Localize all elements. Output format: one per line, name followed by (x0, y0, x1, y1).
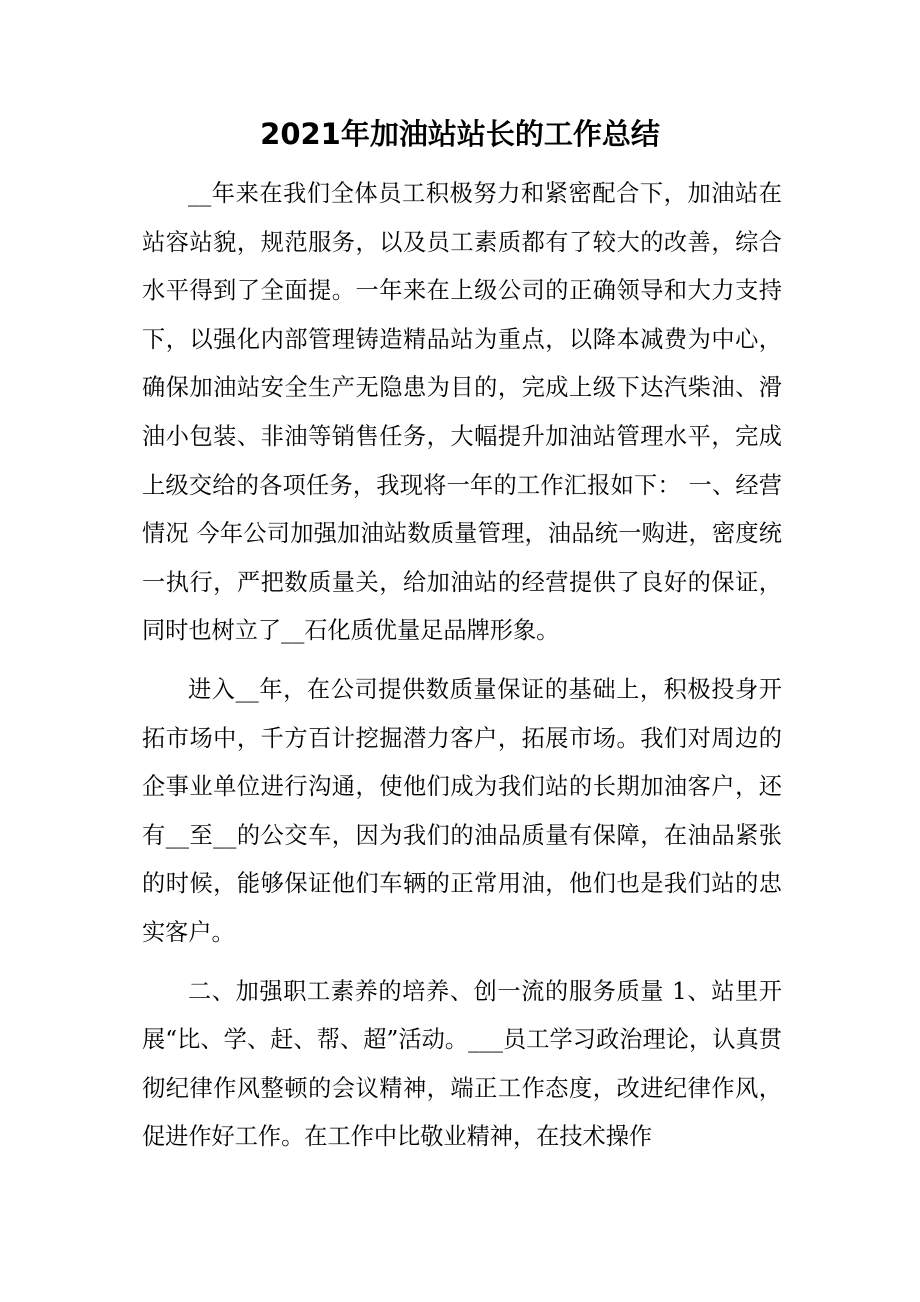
paragraph-3: 二、加强职工素养的培养、创一流的服务质量 1、站里开展“比、学、赶、帮、超”活动。___员工学习政治理论，认真贯彻纪律作风整顿的会议精神，端正工作态度，改进纪律作风，促进作好工作。在工作中比敬业精神，在技术操作 (142, 977, 782, 1151)
document-title: 2021年加油站站长的工作总结 (260, 117, 660, 151)
paragraph-2: 进入__年，在公司提供数质量保证的基础上，积极投身开拓市场中，千方百计挖掘潜力客户，拓展市场。我们对周边的企事业单位进行沟通，使他们成为我们站的长期加油客户，还有__至__的公交车，因为我们的油品质量有保障，在油品紧张的时候，能够保证他们车辆的正常用油，他们也是我们站的忠实客户。 (142, 675, 782, 946)
paragraph-1: __年来在我们全体员工积极努力和紧密配合下，加油站在站容站貌，规范服务，以及员工素质都有了较大的改善，综合水平得到了全面提。一年来在上级公司的正确领导和大力支持下，以强化内部管理铸造精品站为重点，以降本减费为中心，确保加油站安全生产无隐患为目的，完成上级下达汽柴油、滑油小包装、非油等销售任务，大幅提升加油站管理水平，完成上级交给的各项任务，我现将一年的工作汇报如下： 一、经营情况 今年公司加强加油站数质量管理，油品统一购进，密度统一执行，严把数质量关，给加油站的经营提供了良好的保证，同时也树立了__石化质优量足品牌形象。 (142, 180, 782, 645)
document-body (142, 170, 782, 1172)
